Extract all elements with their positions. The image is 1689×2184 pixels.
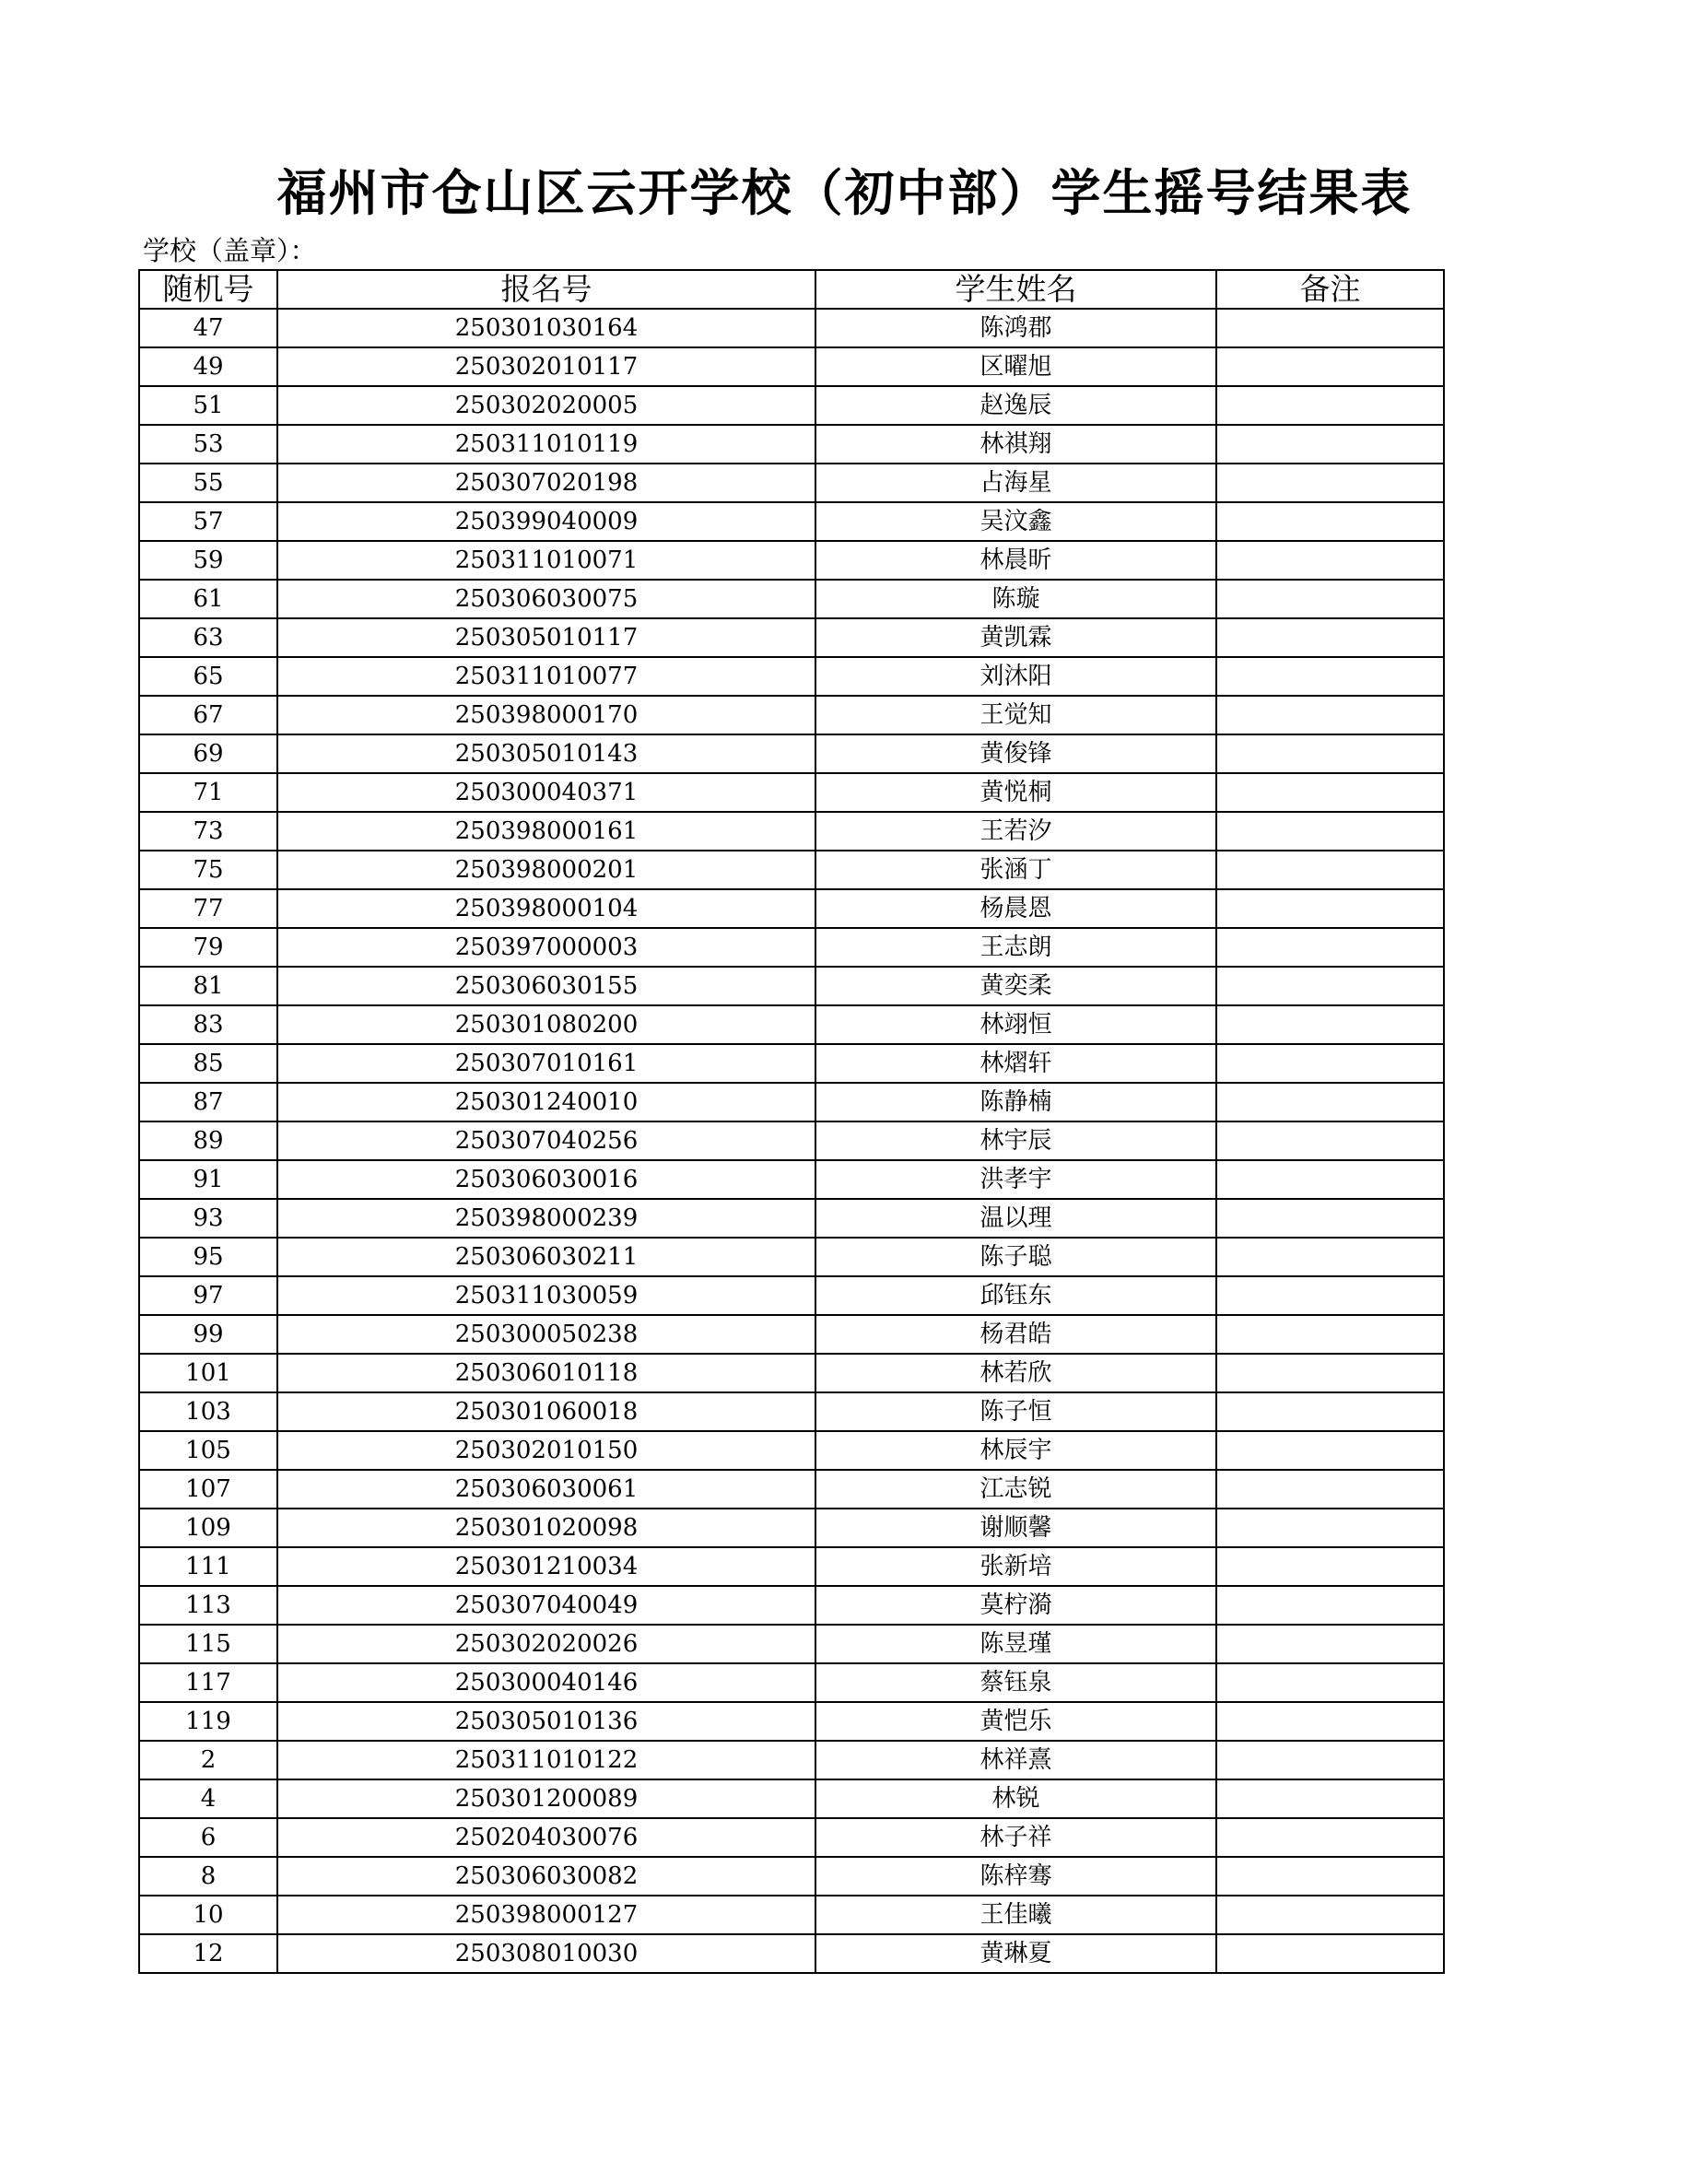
cell-remarks <box>1216 1276 1444 1315</box>
cell-remarks <box>1216 309 1444 347</box>
cell-student-name: 赵逸辰 <box>815 386 1216 425</box>
cell-remarks <box>1216 928 1444 967</box>
cell-random-number: 49 <box>139 347 277 386</box>
cell-student-name: 洪孝宇 <box>815 1160 1216 1199</box>
cell-student-name: 陈璇 <box>815 580 1216 618</box>
cell-random-number: 115 <box>139 1625 277 1663</box>
cell-registration-number: 250306030155 <box>277 967 815 1005</box>
cell-remarks <box>1216 1005 1444 1044</box>
table-row <box>139 1663 1444 1702</box>
cell-registration-number: 250398000104 <box>277 889 815 928</box>
cell-registration-number: 250399040009 <box>277 502 815 541</box>
cell-remarks <box>1216 1238 1444 1276</box>
cell-registration-number: 250305010143 <box>277 734 815 773</box>
cell-student-name: 王若汐 <box>815 812 1216 851</box>
cell-random-number: 113 <box>139 1586 277 1625</box>
cell-registration-number: 250398000161 <box>277 812 815 851</box>
cell-remarks <box>1216 1547 1444 1586</box>
cell-student-name: 林若欣 <box>815 1354 1216 1392</box>
cell-random-number: 63 <box>139 618 277 657</box>
table-row <box>139 1779 1444 1818</box>
cell-random-number: 69 <box>139 734 277 773</box>
cell-student-name: 温以理 <box>815 1199 1216 1238</box>
cell-registration-number: 250300040146 <box>277 1663 815 1702</box>
cell-student-name: 王志朗 <box>815 928 1216 967</box>
table-row <box>139 1625 1444 1663</box>
cell-registration-number: 250308010030 <box>277 1934 815 1973</box>
table-row <box>139 1354 1444 1392</box>
cell-remarks <box>1216 1470 1444 1509</box>
cell-student-name: 黄凯霖 <box>815 618 1216 657</box>
cell-remarks <box>1216 347 1444 386</box>
cell-random-number: 51 <box>139 386 277 425</box>
header-random-number: 随机号 <box>139 270 277 309</box>
cell-remarks <box>1216 1779 1444 1818</box>
cell-registration-number: 250307040049 <box>277 1586 815 1625</box>
cell-remarks <box>1216 386 1444 425</box>
cell-remarks <box>1216 734 1444 773</box>
page-title: 福州市仓山区云开学校（初中部）学生摇号结果表 <box>276 164 1413 222</box>
cell-random-number: 83 <box>139 1005 277 1044</box>
cell-random-number: 10 <box>139 1896 277 1934</box>
cell-random-number: 71 <box>139 773 277 812</box>
cell-student-name: 林宇辰 <box>815 1121 1216 1160</box>
cell-random-number: 111 <box>139 1547 277 1586</box>
cell-registration-number: 250311010122 <box>277 1741 815 1779</box>
cell-student-name: 黄恺乐 <box>815 1702 1216 1741</box>
cell-registration-number: 250301200089 <box>277 1779 815 1818</box>
cell-student-name: 区曜旭 <box>815 347 1216 386</box>
table-row <box>139 464 1444 502</box>
table-row <box>139 1392 1444 1431</box>
cell-registration-number: 250301080200 <box>277 1005 815 1044</box>
cell-registration-number: 250306030082 <box>277 1857 815 1896</box>
cell-student-name: 蔡钰泉 <box>815 1663 1216 1702</box>
cell-random-number: 105 <box>139 1431 277 1470</box>
cell-remarks <box>1216 1392 1444 1431</box>
cell-registration-number: 250311010119 <box>277 425 815 464</box>
table-header-row <box>139 270 1444 309</box>
cell-registration-number: 250302020005 <box>277 386 815 425</box>
cell-student-name: 黄奕柔 <box>815 967 1216 1005</box>
header-registration-number: 报名号 <box>277 270 815 309</box>
cell-remarks <box>1216 657 1444 696</box>
table-row <box>139 425 1444 464</box>
results-table <box>138 269 1445 1974</box>
cell-random-number: 87 <box>139 1083 277 1121</box>
table-row <box>139 812 1444 851</box>
cell-registration-number: 250306030061 <box>277 1470 815 1509</box>
cell-registration-number: 250307040256 <box>277 1121 815 1160</box>
cell-registration-number: 250398000201 <box>277 851 815 889</box>
table-row <box>139 1702 1444 1741</box>
cell-registration-number: 250306030075 <box>277 580 815 618</box>
cell-student-name: 王觉知 <box>815 696 1216 734</box>
cell-random-number: 117 <box>139 1663 277 1702</box>
cell-random-number: 85 <box>139 1044 277 1083</box>
cell-remarks <box>1216 580 1444 618</box>
cell-remarks <box>1216 696 1444 734</box>
cell-random-number: 75 <box>139 851 277 889</box>
cell-random-number: 47 <box>139 309 277 347</box>
cell-registration-number: 250204030076 <box>277 1818 815 1857</box>
table-row <box>139 967 1444 1005</box>
table-row <box>139 928 1444 967</box>
cell-registration-number: 250311030059 <box>277 1276 815 1315</box>
cell-remarks <box>1216 541 1444 580</box>
cell-random-number: 55 <box>139 464 277 502</box>
cell-remarks <box>1216 1663 1444 1702</box>
cell-remarks <box>1216 1741 1444 1779</box>
cell-random-number: 109 <box>139 1509 277 1547</box>
table-body <box>139 309 1444 1973</box>
table-row <box>139 618 1444 657</box>
cell-registration-number: 250311010071 <box>277 541 815 580</box>
cell-random-number: 103 <box>139 1392 277 1431</box>
cell-registration-number: 250302010150 <box>277 1431 815 1470</box>
cell-random-number: 4 <box>139 1779 277 1818</box>
table-row <box>139 1160 1444 1199</box>
cell-registration-number: 250398000239 <box>277 1199 815 1238</box>
cell-student-name: 林晨昕 <box>815 541 1216 580</box>
table-row <box>139 541 1444 580</box>
cell-remarks <box>1216 889 1444 928</box>
cell-remarks <box>1216 1509 1444 1547</box>
table-row <box>139 1005 1444 1044</box>
cell-student-name: 吴汶鑫 <box>815 502 1216 541</box>
table-row <box>139 1547 1444 1586</box>
cell-registration-number: 250302020026 <box>277 1625 815 1663</box>
cell-remarks <box>1216 773 1444 812</box>
cell-registration-number: 250301060018 <box>277 1392 815 1431</box>
cell-random-number: 53 <box>139 425 277 464</box>
table-row <box>139 386 1444 425</box>
cell-remarks <box>1216 851 1444 889</box>
header-student-name: 学生姓名 <box>815 270 1216 309</box>
cell-remarks <box>1216 1431 1444 1470</box>
cell-remarks <box>1216 1818 1444 1857</box>
cell-random-number: 89 <box>139 1121 277 1160</box>
cell-student-name: 林辰宇 <box>815 1431 1216 1470</box>
table-row <box>139 1818 1444 1857</box>
cell-student-name: 陈梓骞 <box>815 1857 1216 1896</box>
cell-remarks <box>1216 1199 1444 1238</box>
table-row <box>139 1276 1444 1315</box>
cell-remarks <box>1216 1354 1444 1392</box>
cell-remarks <box>1216 1896 1444 1934</box>
cell-student-name: 杨君皓 <box>815 1315 1216 1354</box>
cell-student-name: 陈昱瑾 <box>815 1625 1216 1663</box>
school-stamp-label: 学校（盖章）： <box>143 235 317 266</box>
cell-random-number: 8 <box>139 1857 277 1896</box>
cell-registration-number: 250305010117 <box>277 618 815 657</box>
cell-student-name: 江志锐 <box>815 1470 1216 1509</box>
cell-student-name: 黄俊锋 <box>815 734 1216 773</box>
cell-registration-number: 250301210034 <box>277 1547 815 1586</box>
table-row <box>139 1083 1444 1121</box>
table-row <box>139 851 1444 889</box>
cell-random-number: 59 <box>139 541 277 580</box>
cell-remarks <box>1216 1586 1444 1625</box>
cell-remarks <box>1216 464 1444 502</box>
cell-registration-number: 250398000170 <box>277 696 815 734</box>
cell-random-number: 12 <box>139 1934 277 1973</box>
cell-remarks <box>1216 1044 1444 1083</box>
cell-remarks <box>1216 1160 1444 1199</box>
cell-random-number: 93 <box>139 1199 277 1238</box>
cell-student-name: 黄琳夏 <box>815 1934 1216 1973</box>
cell-remarks <box>1216 425 1444 464</box>
cell-remarks <box>1216 1625 1444 1663</box>
table-row <box>139 773 1444 812</box>
cell-random-number: 65 <box>139 657 277 696</box>
cell-random-number: 107 <box>139 1470 277 1509</box>
cell-remarks <box>1216 1857 1444 1896</box>
cell-registration-number: 250300040371 <box>277 773 815 812</box>
cell-student-name: 占海星 <box>815 464 1216 502</box>
table-row <box>139 1741 1444 1779</box>
cell-registration-number: 250306010118 <box>277 1354 815 1392</box>
table-row <box>139 1199 1444 1238</box>
cell-registration-number: 250300050238 <box>277 1315 815 1354</box>
cell-random-number: 97 <box>139 1276 277 1315</box>
table-row <box>139 889 1444 928</box>
cell-random-number: 91 <box>139 1160 277 1199</box>
cell-remarks <box>1216 502 1444 541</box>
cell-registration-number: 250311010077 <box>277 657 815 696</box>
cell-random-number: 79 <box>139 928 277 967</box>
cell-registration-number: 250306030211 <box>277 1238 815 1276</box>
cell-random-number: 2 <box>139 1741 277 1779</box>
table-row <box>139 1857 1444 1896</box>
cell-student-name: 黄悦桐 <box>815 773 1216 812</box>
cell-registration-number: 250307020198 <box>277 464 815 502</box>
table-row <box>139 1509 1444 1547</box>
cell-remarks <box>1216 1702 1444 1741</box>
table-row <box>139 657 1444 696</box>
cell-student-name: 陈子聪 <box>815 1238 1216 1276</box>
table-row <box>139 1586 1444 1625</box>
cell-random-number: 6 <box>139 1818 277 1857</box>
table-row <box>139 347 1444 386</box>
table-row <box>139 1470 1444 1509</box>
cell-student-name: 林翊恒 <box>815 1005 1216 1044</box>
cell-registration-number: 250301240010 <box>277 1083 815 1121</box>
cell-registration-number: 250397000003 <box>277 928 815 967</box>
cell-student-name: 莫柠漪 <box>815 1586 1216 1625</box>
cell-student-name: 刘沐阳 <box>815 657 1216 696</box>
cell-student-name: 林祥熹 <box>815 1741 1216 1779</box>
cell-student-name: 陈静楠 <box>815 1083 1216 1121</box>
cell-registration-number: 250301020098 <box>277 1509 815 1547</box>
cell-student-name: 王佳曦 <box>815 1896 1216 1934</box>
cell-student-name: 谢顺馨 <box>815 1509 1216 1547</box>
cell-student-name: 林熠轩 <box>815 1044 1216 1083</box>
cell-registration-number: 250302010117 <box>277 347 815 386</box>
cell-student-name: 林子祥 <box>815 1818 1216 1857</box>
cell-random-number: 119 <box>139 1702 277 1741</box>
cell-random-number: 57 <box>139 502 277 541</box>
cell-random-number: 61 <box>139 580 277 618</box>
table-row <box>139 1934 1444 1973</box>
cell-random-number: 101 <box>139 1354 277 1392</box>
cell-remarks <box>1216 967 1444 1005</box>
table-row <box>139 1315 1444 1354</box>
cell-student-name: 张新培 <box>815 1547 1216 1586</box>
cell-student-name: 陈鸿郡 <box>815 309 1216 347</box>
cell-remarks <box>1216 1934 1444 1973</box>
cell-random-number: 73 <box>139 812 277 851</box>
table-row <box>139 1238 1444 1276</box>
cell-remarks <box>1216 618 1444 657</box>
cell-random-number: 77 <box>139 889 277 928</box>
table-row <box>139 1431 1444 1470</box>
cell-random-number: 67 <box>139 696 277 734</box>
cell-remarks <box>1216 1083 1444 1121</box>
table-row <box>139 696 1444 734</box>
cell-remarks <box>1216 1121 1444 1160</box>
table-row <box>139 1044 1444 1083</box>
table-row <box>139 1896 1444 1934</box>
cell-student-name: 杨晨恩 <box>815 889 1216 928</box>
table-row <box>139 502 1444 541</box>
table-row <box>139 734 1444 773</box>
cell-registration-number: 250301030164 <box>277 309 815 347</box>
cell-remarks <box>1216 812 1444 851</box>
cell-student-name: 林锐 <box>815 1779 1216 1818</box>
cell-remarks <box>1216 1315 1444 1354</box>
table-row <box>139 580 1444 618</box>
cell-student-name: 林祺翔 <box>815 425 1216 464</box>
cell-random-number: 99 <box>139 1315 277 1354</box>
table-row <box>139 1121 1444 1160</box>
cell-registration-number: 250307010161 <box>277 1044 815 1083</box>
header-remarks: 备注 <box>1216 270 1444 309</box>
cell-registration-number: 250306030016 <box>277 1160 815 1199</box>
cell-student-name: 邱钰东 <box>815 1276 1216 1315</box>
cell-random-number: 81 <box>139 967 277 1005</box>
cell-registration-number: 250305010136 <box>277 1702 815 1741</box>
cell-registration-number: 250398000127 <box>277 1896 815 1934</box>
cell-student-name: 陈子恒 <box>815 1392 1216 1431</box>
cell-random-number: 95 <box>139 1238 277 1276</box>
cell-student-name: 张涵丁 <box>815 851 1216 889</box>
table-row <box>139 309 1444 347</box>
